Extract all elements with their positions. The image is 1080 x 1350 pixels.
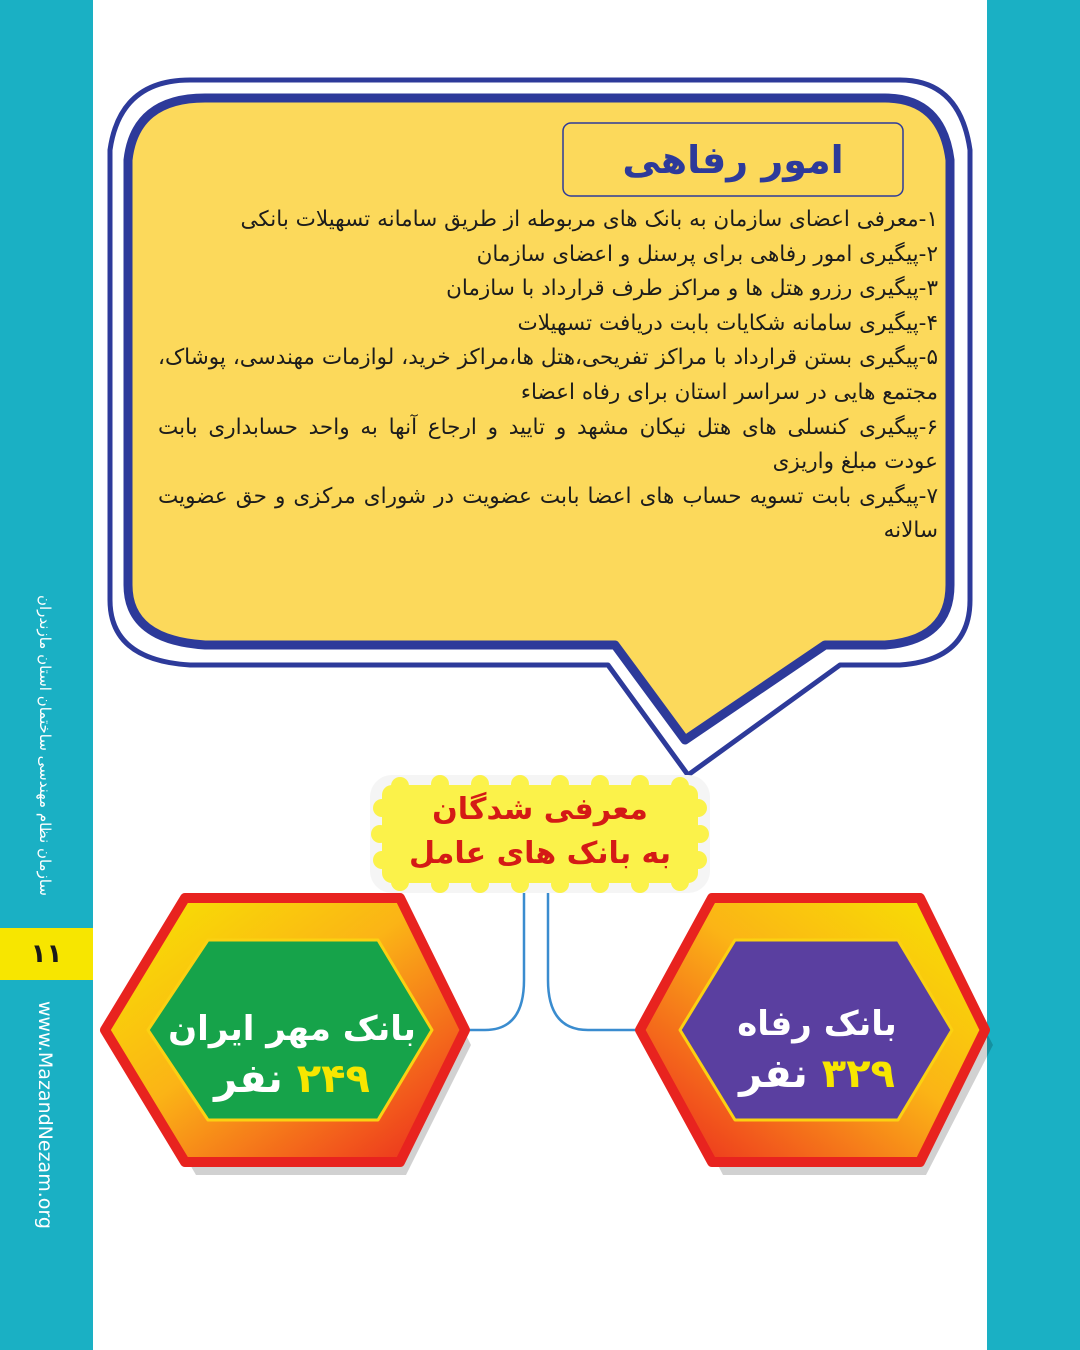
side-organization-text: سازمان نظام مهندسی ساختمان استان مازندران <box>36 594 54 896</box>
bubble-title: امور رفاهی <box>622 137 844 182</box>
bank-name: بانک مهر ایران <box>168 1009 416 1049</box>
bank-count-unit: نفر <box>739 1051 808 1097</box>
bank-count-line <box>739 1048 895 1100</box>
connector-right <box>548 888 640 1030</box>
bank-name: بانک رفاه <box>737 1004 897 1044</box>
bank-card-mehr <box>142 985 442 1125</box>
list-item: ۲-پیگیری امور رفاهی برای پرسنل و اعضای سازمان <box>476 241 938 267</box>
bank-card-refah <box>672 980 962 1120</box>
callout-heading <box>372 780 708 884</box>
list-item: ۳-پیگیری رزرو هتل ها و مراکز طرف قرارداد با سازمان <box>446 276 938 302</box>
bank-count: ۲۴۹ <box>296 1056 370 1102</box>
list-item: ۵-پیگیری بستن قرارداد با مراکز تفریحی،هتل ها،مراکز خرید، لوازمات مهندسی، پوشاک، مجتمع هایی در سراسر استان برای رفاه اعضاء <box>158 345 938 405</box>
list-item: ۷-پیگیری بابت تسویه حساب های اعضا بابت عضویت در شورای مرکزی و حق عضویت سالانه <box>158 483 938 544</box>
side-website-text: www.MazandNezam.org <box>34 1001 56 1229</box>
bank-count: ۳۲۹ <box>821 1051 895 1097</box>
bank-count-unit: نفر <box>214 1056 283 1102</box>
list-item: ۴-پیگیری سامانه شکایات بابت دریافت تسهیلات <box>517 310 938 336</box>
bubble-item-list <box>158 203 938 549</box>
list-item: ۱-معرفی اعضای سازمان به بانک های مربوطه از طریق سامانه تسهیلات بانکی <box>240 207 938 232</box>
bank-count-line <box>214 1053 370 1105</box>
page-number: ۱۱ <box>0 928 93 980</box>
callout-line-2: به بانک های عامل <box>409 836 671 871</box>
callout-line-1: معرفی شدگان <box>432 792 648 827</box>
list-item: ۶-پیگیری کنسلی های هتل نیکان مشهد و تایید و ارجاع آنها به واحد حسابداری بابت عودت مبلغ واریزی <box>158 414 938 475</box>
